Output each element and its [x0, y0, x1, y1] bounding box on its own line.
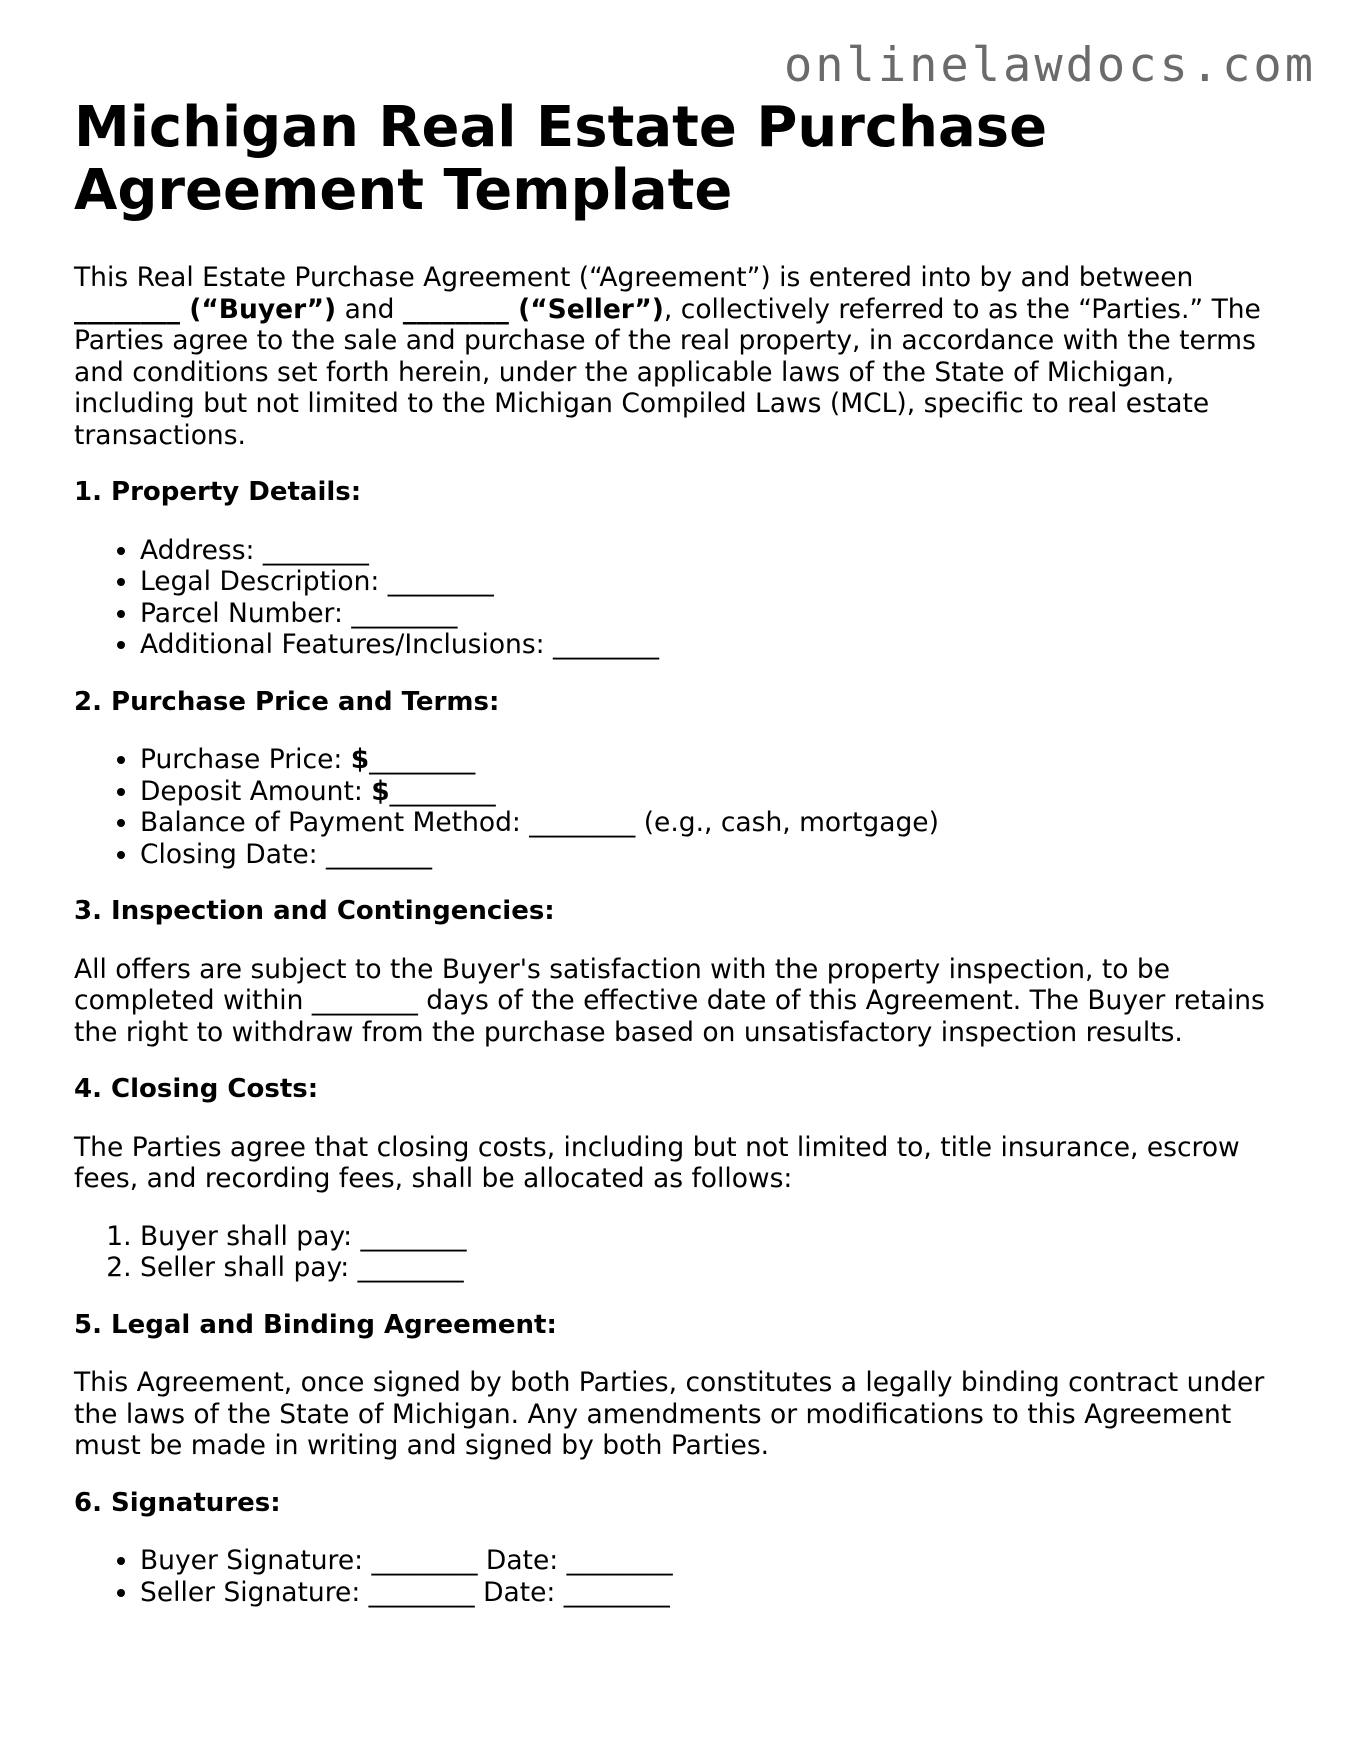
inspection-days-blank[interactable]: ________: [311, 985, 418, 1016]
section-heading-purchase-price: 2. Purchase Price and Terms:: [74, 686, 500, 717]
legal-description-blank[interactable]: ________: [387, 566, 494, 597]
list-item: • Deposit Amount: $________: [140, 776, 1294, 808]
buyer-pays-blank[interactable]: ________: [360, 1220, 467, 1252]
list-item: • Legal Description: ________: [140, 566, 1294, 598]
section-heading-property-details: 1. Property Details:: [74, 477, 362, 507]
buyer-date-blank[interactable]: ________: [566, 1545, 673, 1576]
section-heading-legal-binding: 5. Legal and Binding Agreement:: [74, 1309, 557, 1340]
list-item: • Closing Date: ________: [140, 839, 1294, 871]
property-details-list: [74, 535, 1294, 661]
address-blank[interactable]: ________: [262, 534, 369, 566]
purchase-terms-list: [74, 744, 1294, 870]
list-item: • Seller Signature: ________ Date: ________: [140, 1577, 1294, 1609]
list-item: • Balance of Payment Method: ________ (e.g., cash, mortgage): [140, 807, 1294, 839]
closing-costs-list: [74, 1221, 1294, 1284]
seller-name-blank[interactable]: ________: [402, 293, 509, 325]
buyer-signature-blank[interactable]: ________: [371, 1545, 478, 1576]
intro-paragraph: This Real Estate Purchase Agreement (“Agreement”) is entered into by and between ________ (“Buyer”) and ________ (“Seller”), collectively referred to as the “Parties.” The Parties agree to the sale and purchase of the real property, in accordance with the terms and conditions set forth herein, under the applicable laws of the State of Michigan, including but not limited to the Michigan Compiled Laws (MCL), specific to real estate transactions.: [74, 262, 1261, 451]
parcel-number-blank[interactable]: ________: [351, 597, 458, 629]
inspection-paragraph: All offers are subject to the Buyer's satisfaction with the property inspection, to be completed within ________ days of the effective date of this Agreement. The Buyer retains the right to withdraw from the purchase based on unsatisfactory inspection results.: [74, 953, 1265, 1048]
payment-method-blank[interactable]: ________: [529, 807, 636, 838]
seller-date-blank[interactable]: ________: [563, 1576, 670, 1608]
list-item: • Parcel Number: ________: [140, 598, 1294, 630]
closing-date-blank[interactable]: ________: [325, 838, 432, 870]
document-title: Michigan Real Estate Purchase Agreement Template: [74, 95, 1048, 223]
signatures-list: [74, 1545, 1294, 1608]
section-heading-closing-costs: 4. Closing Costs:: [74, 1074, 319, 1104]
purchase-price-blank[interactable]: ________: [369, 744, 476, 775]
list-item: • Additional Features/Inclusions: ________: [140, 629, 1294, 661]
list-item: • Purchase Price: $________: [140, 744, 1294, 776]
deposit-amount-blank[interactable]: ________: [389, 775, 496, 807]
legal-binding-paragraph: This Agreement, once signed by both Parties, constitutes a legally binding contract under the laws of the State of Michigan. Any amendments or modifications to this Agreement must be made in writing and signed by both Parties.: [74, 1367, 1265, 1461]
buyer-name-blank[interactable]: ________: [74, 293, 180, 325]
list-item: 1. Buyer shall pay: ________: [140, 1221, 1294, 1253]
closing-costs-paragraph: The Parties agree that closing costs, including but not limited to, title insurance, escrow fees, and recording fees, shall be allocated as follows:: [74, 1131, 1240, 1194]
list-item: 2. Seller shall pay: ________: [140, 1252, 1294, 1284]
seller-signature-blank[interactable]: ________: [368, 1576, 475, 1608]
additional-features-blank[interactable]: ________: [553, 629, 660, 660]
seller-pays-blank[interactable]: ________: [357, 1252, 464, 1283]
section-heading-inspection: 3. Inspection and Contingencies:: [74, 896, 555, 926]
section-heading-signatures: 6. Signatures:: [74, 1487, 281, 1518]
watermark: onlinelawdocs.com: [783, 38, 1316, 93]
document-page: [74, 96, 1294, 1608]
list-item: • Address: ________: [140, 535, 1294, 567]
list-item: • Buyer Signature: ________ Date: ________: [140, 1545, 1294, 1577]
